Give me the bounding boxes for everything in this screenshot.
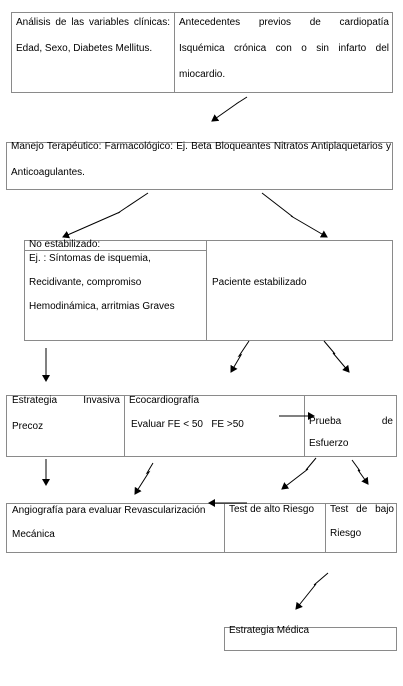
arrow-top-to-management [212, 97, 247, 121]
invasive-strategy-text: Estrategia Invasiva Precoz [12, 395, 120, 432]
medical-strategy-text: Estrategia Médica [229, 625, 310, 636]
stable-patient-text: Paciente estabilizado [212, 277, 307, 288]
angiography-line-1: Angiografía para evaluar Revascularización [12, 505, 206, 516]
high-risk-text: Test de alto Riesgo [229, 504, 315, 515]
stress-test-text: Prueba de Esfuerzo [309, 416, 393, 449]
arrow-stress-to-high-risk [282, 458, 316, 489]
angiography-line-2: Mecánica [12, 529, 55, 540]
arrow-stress-to-low-risk [352, 460, 368, 484]
ejection-fraction-text: Evaluar FE < 50 FE >50 [131, 419, 244, 430]
prior-cardiopathy-text: Antecedentes previos de cardiopatía Isquémica crónica con o sin infarto del miocardio. [179, 17, 389, 80]
arrow-stable-to-stress [324, 341, 349, 372]
arrow-management-to-unstable [63, 193, 148, 237]
unstable-line-2: Recidivante, compromiso [29, 277, 142, 288]
low-risk-text: Test de bajo Riesgo [330, 504, 394, 539]
arrow-low-risk-to-medical [296, 573, 328, 609]
unstable-header: No estabilizado: [29, 239, 101, 250]
arrow-echo-to-angiography [135, 463, 153, 494]
echocardiography-text: Ecocardiografía [129, 395, 200, 406]
arrow-stable-to-echo [231, 341, 249, 372]
unstable-line-3: Hemodinámica, arritmias Graves [29, 301, 175, 312]
clinical-variables-text: Análisis de las variables clínicas: Edad, Sexo, Diabetes Mellitus. [16, 17, 170, 54]
unstable-line-1: Ej. : Síntomas de isquemia, [29, 253, 151, 264]
arrow-management-to-stable [262, 193, 327, 237]
therapeutic-management-text: Manejo Terapéutico: Farmacológico: Ej. Beta Bloqueantes Nitratos Antiplaquetarios y Anticoagulantes. [11, 141, 391, 178]
